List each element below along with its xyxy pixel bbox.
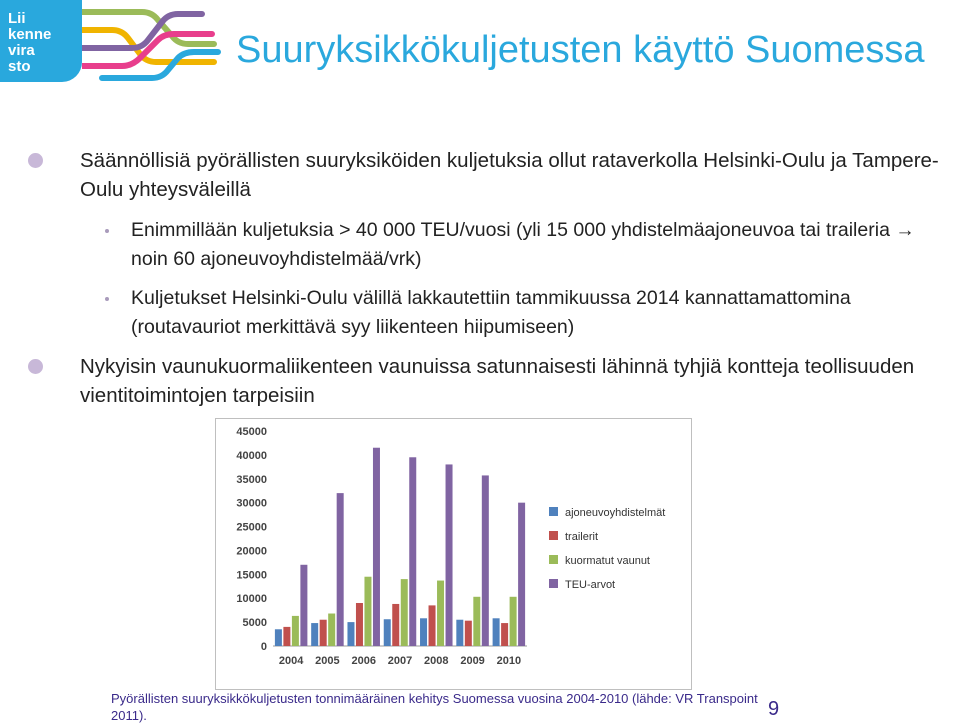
legend-swatch: [549, 555, 558, 564]
bar-ajoneuvoyhdistelmät-2004: [275, 629, 282, 646]
sub-bullet-2: [131, 284, 951, 342]
decorative-track-lines: [82, 0, 222, 82]
bar-TEU-arvot-2005: [337, 493, 344, 646]
bullet-1-text: Säännöllisiä pyörällisten suuryksiköiden kuljetuksia ollut rataverkolla Helsinki-Oulu ja Tampere-Oulu yhteysväleillä: [80, 149, 939, 201]
bar-trailerit-2004: [283, 627, 290, 646]
bar-ajoneuvoyhdistelmät-2010: [493, 618, 500, 646]
legend-label: ajoneuvoyhdistelmät: [565, 507, 666, 519]
y-tick-label: 10000: [236, 593, 267, 606]
bar-kuormatut-vaunut-2005: [328, 614, 335, 646]
bullet-2: [80, 352, 950, 410]
bullet-2-text: Nykyisin vaunukuormaliikenteen vaunuissa satunnaisesti lähinnä tyhjiä kontteja teollisuuden vientitoimintojen tarpeisiin: [80, 355, 915, 407]
bar-ajoneuvoyhdistelmät-2009: [456, 620, 463, 646]
bar-kuormatut-vaunut-2004: [292, 616, 299, 646]
bar-TEU-arvot-2010: [518, 503, 525, 646]
y-tick-label: 20000: [236, 545, 267, 558]
legend-swatch: [549, 579, 558, 588]
bar-kuormatut-vaunut-2006: [364, 577, 371, 646]
bar-ajoneuvoyhdistelmät-2007: [384, 619, 391, 646]
legend-swatch: [549, 531, 558, 540]
x-tick-label: 2010: [496, 655, 522, 667]
bar-trailerit-2009: [465, 621, 472, 646]
bar-TEU-arvot-2007: [409, 457, 416, 646]
x-tick-label: 2004: [278, 655, 304, 667]
x-tick-label: 2005: [315, 655, 340, 667]
bar-ajoneuvoyhdistelmät-2006: [347, 622, 354, 646]
logo-line-4: sto: [8, 58, 31, 75]
bar-chart: [215, 418, 692, 690]
y-tick-label: 40000: [236, 449, 267, 462]
y-tick-label: 0: [260, 641, 267, 653]
bar-kuormatut-vaunut-2007: [401, 579, 408, 646]
bar-TEU-arvot-2006: [373, 448, 380, 646]
x-tick-label: 2008: [424, 655, 449, 667]
bar-kuormatut-vaunut-2010: [510, 597, 517, 646]
bar-kuormatut-vaunut-2009: [473, 597, 480, 646]
bar-trailerit-2005: [320, 620, 327, 646]
bar-ajoneuvoyhdistelmät-2005: [311, 623, 318, 646]
legend-label: trailerit: [565, 531, 599, 543]
y-tick-label: 30000: [236, 497, 267, 510]
liikennevirasto-logo: [0, 0, 82, 82]
sub-bullet-1-text-b: noin 60 ajoneuvoyhdistelmää/vrk): [131, 248, 422, 270]
bullet-dot-icon: [28, 153, 43, 168]
sub-bullet-dot-icon: [105, 229, 109, 233]
bar-TEU-arvot-2009: [482, 475, 489, 646]
bullet-1: [80, 146, 950, 204]
arrow-right-icon: →: [895, 219, 915, 241]
bullet-dot-icon: [28, 359, 43, 374]
x-tick-label: 2006: [351, 655, 376, 667]
x-tick-label: 2007: [387, 655, 413, 667]
y-tick-label: 15000: [236, 569, 267, 582]
legend-label: kuormatut vaunut: [565, 555, 650, 567]
y-tick-label: 35000: [236, 473, 267, 486]
x-tick-label: 2009: [460, 655, 485, 667]
legend-swatch: [549, 507, 558, 516]
logo-line-1: Lii: [8, 10, 26, 27]
bar-trailerit-2007: [392, 604, 399, 646]
sub-bullet-1-text-a: Enimmillään kuljetuksia > 40 000 TEU/vuosi (yli 15 000 yhdistelmäajoneuvoa tai traileria: [131, 219, 896, 241]
logo-line-3: vira: [8, 42, 35, 59]
bar-ajoneuvoyhdistelmät-2008: [420, 618, 427, 646]
sub-bullet-1: [131, 216, 951, 274]
page-title: Suuryksikkökuljetusten käyttö Suomessa: [236, 29, 925, 71]
y-tick-label: 5000: [242, 617, 267, 630]
bar-kuormatut-vaunut-2008: [437, 581, 444, 646]
bar-TEU-arvot-2008: [446, 464, 453, 646]
sub-bullet-2-text: Kuljetukset Helsinki-Oulu välillä lakkautettiin tammikuussa 2014 kannattamattomina (routavauriot merkittävä syy liikenteen hiipumiseen): [131, 287, 851, 338]
legend-label: TEU-arvot: [565, 579, 616, 591]
chart-caption: Pyörällisten suuryksikkökuljetusten tonnimääräinen kehitys Suomessa vuosina 2004-2010 (lähde: VR Transpoint 2011).: [111, 691, 758, 723]
y-tick-label: 45000: [236, 426, 267, 438]
y-tick-label: 25000: [236, 521, 267, 534]
page-number: 9: [768, 698, 780, 720]
bar-trailerit-2010: [501, 623, 508, 646]
logo-line-2: kenne: [8, 26, 52, 43]
bar-trailerit-2006: [356, 603, 363, 646]
sub-bullet-dot-icon: [105, 297, 109, 301]
bar-trailerit-2008: [429, 605, 436, 646]
bar-TEU-arvot-2004: [300, 565, 307, 646]
